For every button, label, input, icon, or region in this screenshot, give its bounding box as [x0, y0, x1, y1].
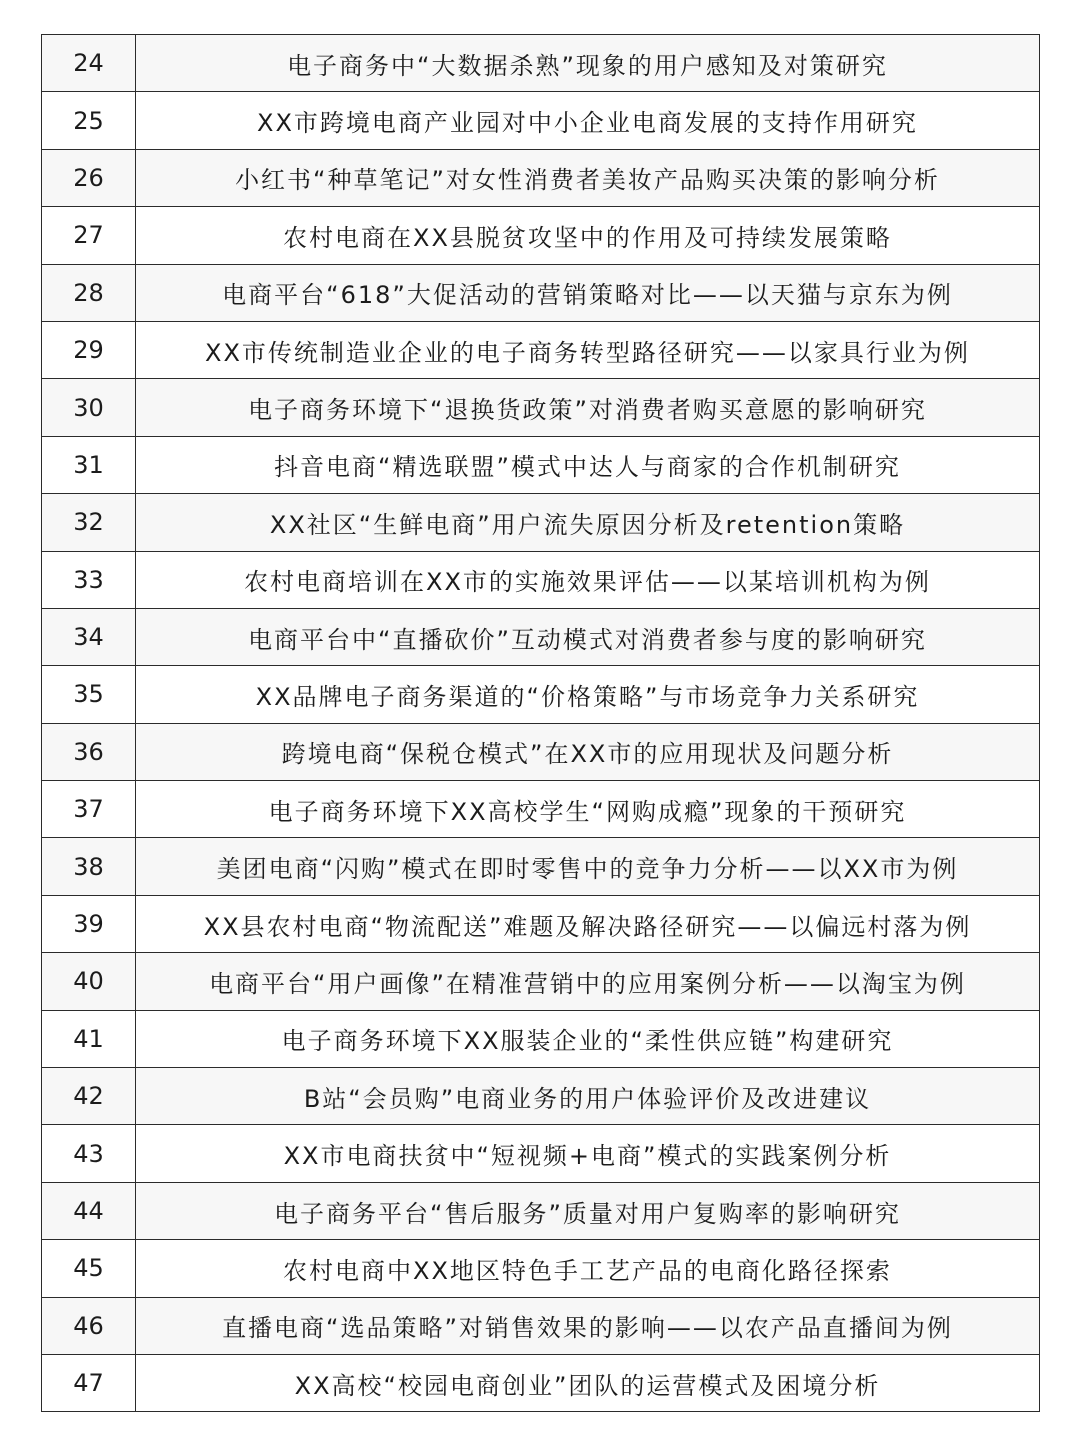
table-row: [42, 1010, 1040, 1067]
table-row: [42, 494, 1040, 551]
row-number: 26: [42, 149, 136, 206]
row-number: 42: [42, 1068, 136, 1125]
table-row: [42, 149, 1040, 206]
table-row: [42, 608, 1040, 665]
row-number: 47: [42, 1354, 136, 1411]
topic-title: XX市跨境电商产业园对中小企业电商发展的支持作用研究: [136, 92, 1040, 149]
row-number: 34: [42, 608, 136, 665]
row-number: 31: [42, 436, 136, 493]
topic-title: XX市电商扶贫中“短视频+电商”模式的实践案例分析: [136, 1125, 1040, 1182]
table-row: [42, 207, 1040, 264]
table-row: [42, 1125, 1040, 1182]
row-number: 35: [42, 666, 136, 723]
topic-title: 电子商务环境下XX高校学生“网购成瘾”现象的干预研究: [136, 781, 1040, 838]
row-number: 40: [42, 953, 136, 1010]
row-number: 25: [42, 92, 136, 149]
row-number: 29: [42, 321, 136, 378]
topic-title: 美团电商“闪购”模式在即时零售中的竞争力分析——以XX市为例: [136, 838, 1040, 895]
topic-title: 电子商务平台“售后服务”质量对用户复购率的影响研究: [136, 1182, 1040, 1239]
row-number: 28: [42, 264, 136, 321]
table-row: [42, 1068, 1040, 1125]
table-row: [42, 1297, 1040, 1354]
table-row: [42, 321, 1040, 378]
table-row: [42, 1240, 1040, 1297]
topic-title: 农村电商中XX地区特色手工艺产品的电商化路径探索: [136, 1240, 1040, 1297]
topic-title: 小红书“种草笔记”对女性消费者美妆产品购买决策的影响分析: [136, 149, 1040, 206]
topic-title: XX社区“生鲜电商”用户流失原因分析及retention策略: [136, 494, 1040, 551]
topic-title: 农村电商在XX县脱贫攻坚中的作用及可持续发展策略: [136, 207, 1040, 264]
topic-title: 电商平台中“直播砍价”互动模式对消费者参与度的影响研究: [136, 608, 1040, 665]
table-row: [42, 551, 1040, 608]
topic-title: 电商平台“用户画像”在精准营销中的应用案例分析——以淘宝为例: [136, 953, 1040, 1010]
table-row: [42, 781, 1040, 838]
topic-title: XX县农村电商“物流配送”难题及解决路径研究——以偏远村落为例: [136, 895, 1040, 952]
row-number: 44: [42, 1182, 136, 1239]
topic-title: XX市传统制造业企业的电子商务转型路径研究——以家具行业为例: [136, 321, 1040, 378]
row-number: 37: [42, 781, 136, 838]
table-row: [42, 666, 1040, 723]
table-row: [42, 1182, 1040, 1239]
topic-title: 电子商务中“大数据杀熟”现象的用户感知及对策研究: [136, 35, 1040, 92]
row-number: 46: [42, 1297, 136, 1354]
topics-table: [41, 34, 1040, 1412]
topic-title: 农村电商培训在XX市的实施效果评估——以某培训机构为例: [136, 551, 1040, 608]
row-number: 24: [42, 35, 136, 92]
topic-title: 跨境电商“保税仓模式”在XX市的应用现状及问题分析: [136, 723, 1040, 780]
row-number: 38: [42, 838, 136, 895]
row-number: 43: [42, 1125, 136, 1182]
row-number: 45: [42, 1240, 136, 1297]
table-row: [42, 895, 1040, 952]
row-number: 32: [42, 494, 136, 551]
row-number: 27: [42, 207, 136, 264]
table-row: [42, 1354, 1040, 1411]
topic-title: XX品牌电子商务渠道的“价格策略”与市场竞争力关系研究: [136, 666, 1040, 723]
topic-title: 抖音电商“精选联盟”模式中达人与商家的合作机制研究: [136, 436, 1040, 493]
table-row: [42, 379, 1040, 436]
table-row: [42, 838, 1040, 895]
topic-title: XX高校“校园电商创业”团队的运营模式及困境分析: [136, 1354, 1040, 1411]
topic-title: 电子商务环境下XX服装企业的“柔性供应链”构建研究: [136, 1010, 1040, 1067]
table-row: [42, 92, 1040, 149]
topic-title: 电商平台“618”大促活动的营销策略对比——以天猫与京东为例: [136, 264, 1040, 321]
table-row: [42, 436, 1040, 493]
row-number: 33: [42, 551, 136, 608]
topic-title: 直播电商“选品策略”对销售效果的影响——以农产品直播间为例: [136, 1297, 1040, 1354]
row-number: 41: [42, 1010, 136, 1067]
table-row: [42, 953, 1040, 1010]
topic-title: 电子商务环境下“退换货政策”对消费者购买意愿的影响研究: [136, 379, 1040, 436]
table-row: [42, 723, 1040, 780]
table-row: [42, 264, 1040, 321]
topic-title: B站“会员购”电商业务的用户体验评价及改进建议: [136, 1068, 1040, 1125]
row-number: 30: [42, 379, 136, 436]
row-number: 36: [42, 723, 136, 780]
table-row: [42, 35, 1040, 92]
row-number: 39: [42, 895, 136, 952]
